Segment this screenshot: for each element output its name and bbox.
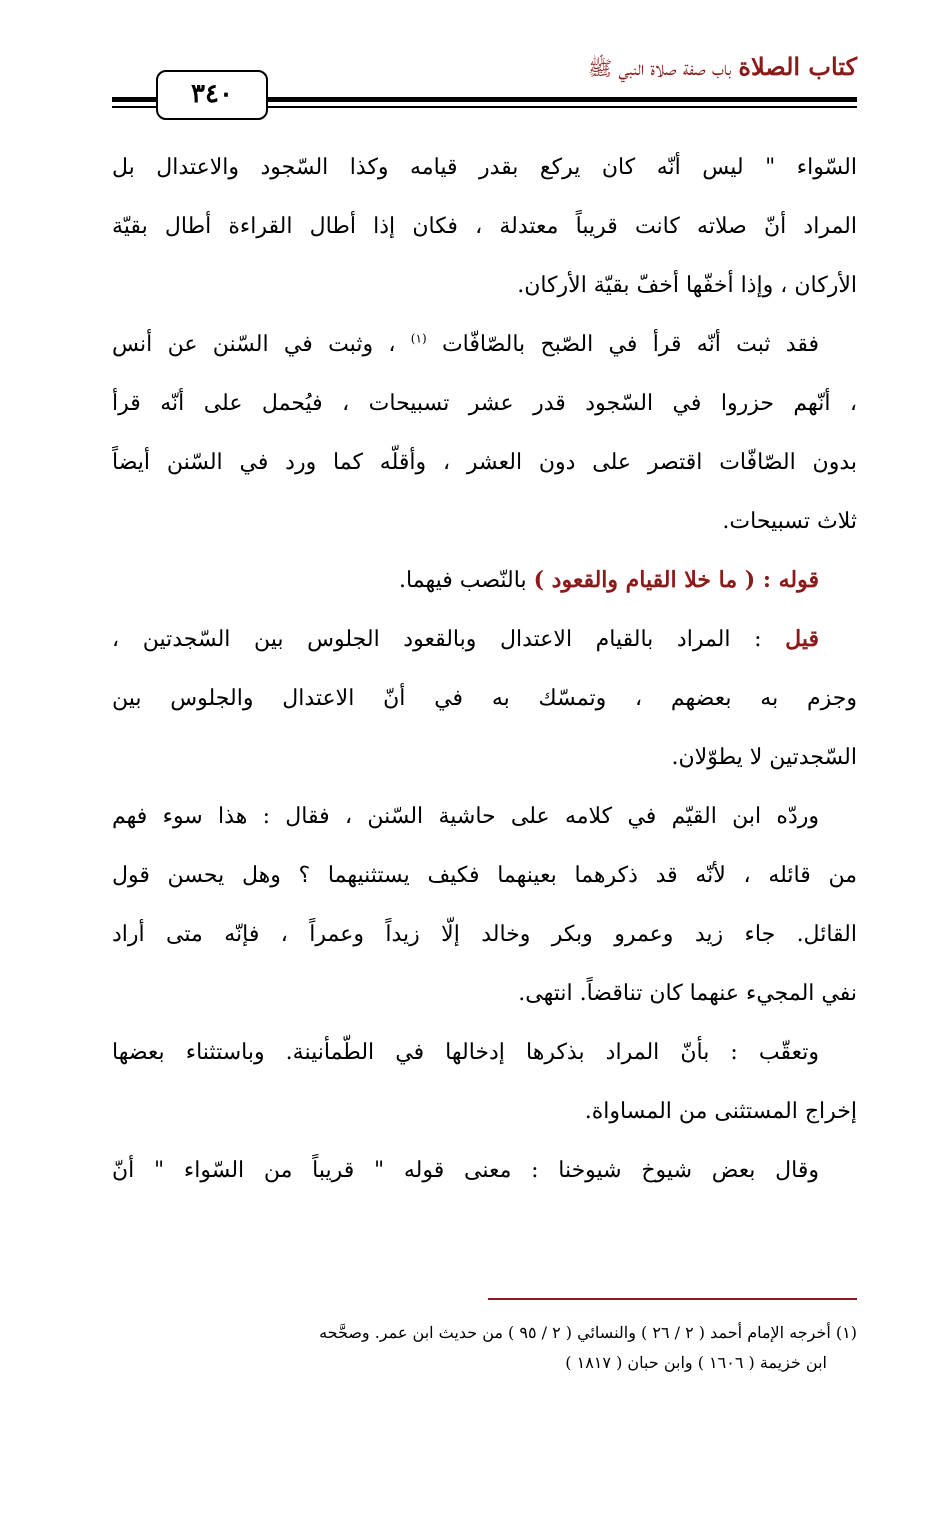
text-line: المراد أنّ صلاته كانت قريباً معتدلة ، فكان إذا أطال القراءة أطال بقيّة: [112, 214, 857, 239]
text-segment: بالنّصب فيهما.: [399, 568, 527, 593]
page-number: ٣٤٠: [156, 70, 268, 120]
text-line: القائل. جاء زيد وعمرو وبكر وخالد إلّا زيداً وعمراً ، فإنّه متى أراد: [112, 922, 857, 947]
text-line: الأركان ، وإذا أخفّها أخفّ بقيّة الأركان.: [517, 273, 857, 298]
text-line: من قائله ، لأنّه قد ذكرهما بعينهما فكيف يستثنيهما ؟ وهل يحسن قول: [112, 863, 857, 888]
text-line: السّواء " ليس أنّه كان يركع بقدر قيامه وكذا السّجود والاعتدال بل: [112, 155, 857, 180]
footnote-line: (١) أخرجه الإمام أحمد ( ٢ / ٢٦ ) والنسائي ( ٢ / ٩٥ ) من حديث ابن عمر. وصحَّحه: [319, 1323, 857, 1342]
text-line: ثلاث تسبيحات.: [722, 509, 857, 534]
page-header: [0, 0, 945, 130]
text-segment: فقد ثبت أنّه قرأ في الصّبح بالصّافّات: [441, 332, 819, 357]
running-head: [588, 52, 857, 85]
text-line: [112, 315, 857, 374]
text-line: إخراج المستثنى من المساواة.: [584, 1099, 857, 1124]
text-line: بدون الصّافّات اقتصر على دون العشر ، وأقلّه كما ورد في السّنن أيضاً: [112, 450, 857, 475]
text-line: [112, 610, 857, 669]
qil-label: قيل: [785, 626, 819, 652]
text-line: ، أنّهم حزروا في السّجود قدر عشر تسبيحات ، فيُحمل على أنّه قرأ: [112, 391, 857, 416]
main-text: [112, 138, 857, 1200]
text-line: وقال بعض شيوخ شيوخنا : معنى قوله " قريباً من السّواء " أنّ: [112, 1158, 819, 1183]
chapter-title: باب صفة صلاة النبي ﷺ: [587, 56, 732, 80]
text-line: السّجدتين لا يطوّلان.: [671, 745, 857, 770]
text-segment: ، وثبت في السّنن عن أنس: [112, 332, 396, 357]
quote-label: قوله : ( ما خلا القيام والقعود ): [533, 567, 819, 593]
text-segment: : المراد بالقيام الاعتدال وبالقعود الجلوس بين السّجدتين ،: [112, 627, 762, 652]
text-line: وجزم به بعضهم ، وتمسّك به في أنّ الاعتدال والجلوس بين: [112, 686, 857, 711]
book-title: كتاب الصلاة: [738, 52, 857, 81]
text-line: نفي المجيء عنهما كان تناقضاً. انتهى.: [518, 981, 857, 1006]
footnote-line: ابن خزيمة ( ١٦٠٦ ) وابن حبان ( ١٨١٧ ): [565, 1353, 827, 1372]
text-line: [112, 551, 857, 610]
footnote-separator: [488, 1298, 857, 1300]
text-line: وتعقّب : بأنّ المراد بذكرها إدخالها في الطّمأنينة. وباستثناء بعضها: [112, 1040, 819, 1065]
text-line: وردّه ابن القيّم في كلامه على حاشية السّنن ، فقال : هذا سوء فهم: [112, 804, 819, 829]
footnote-reference[interactable]: (١): [410, 331, 427, 346]
footnotes: [112, 1318, 857, 1378]
